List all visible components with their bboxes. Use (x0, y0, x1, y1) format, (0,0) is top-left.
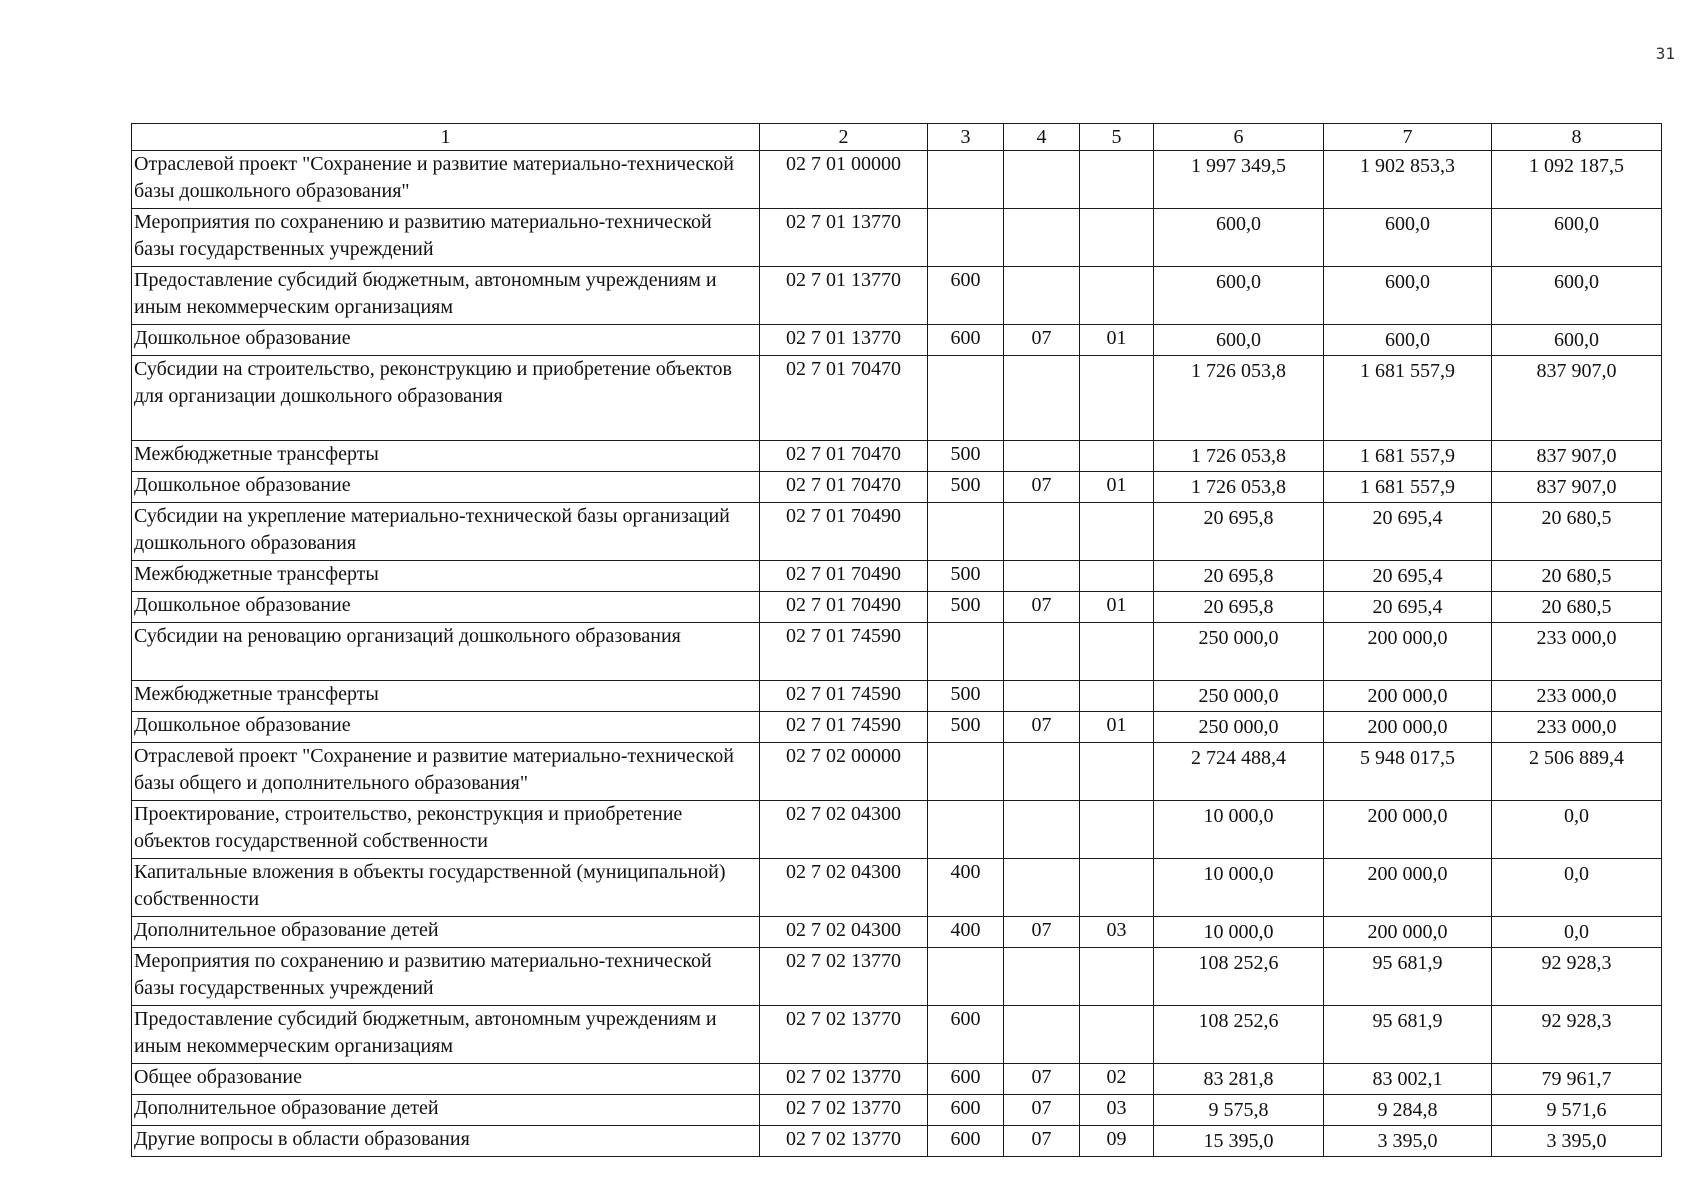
row-value8-cell: 79 961,7 (1492, 1064, 1662, 1095)
row-col3-cell: 600 (928, 1095, 1004, 1126)
row-code-cell: 02 7 02 13770 (760, 1064, 928, 1095)
row-code-cell: 02 7 01 13770 (760, 267, 928, 325)
table-row (132, 209, 1662, 267)
row-col5-cell (1080, 356, 1154, 441)
row-col5-cell (1080, 1006, 1154, 1064)
row-value6-cell: 15 395,0 (1154, 1126, 1324, 1157)
row-code-cell: 02 7 01 70470 (760, 356, 928, 441)
row-value7-cell: 3 395,0 (1324, 1126, 1492, 1157)
table-row (132, 1095, 1662, 1126)
row-value7-cell: 20 695,4 (1324, 503, 1492, 561)
row-col4-cell (1004, 948, 1080, 1006)
table-row (132, 801, 1662, 859)
table-row (132, 592, 1662, 623)
row-value8-cell: 0,0 (1492, 917, 1662, 948)
row-name-cell: Субсидии на укрепление материально-технической базы организаций дошкольного образования (132, 503, 760, 561)
row-col5-cell: 03 (1080, 917, 1154, 948)
row-col4-cell (1004, 151, 1080, 209)
table-row (132, 917, 1662, 948)
row-value6-cell: 1 726 053,8 (1154, 472, 1324, 503)
row-value6-cell: 20 695,8 (1154, 503, 1324, 561)
row-value8-cell: 20 680,5 (1492, 561, 1662, 592)
row-name-cell: Межбюджетные трансферты (132, 561, 760, 592)
row-value6-cell: 20 695,8 (1154, 592, 1324, 623)
table-row (132, 151, 1662, 209)
row-value6-cell: 600,0 (1154, 267, 1324, 325)
row-name-cell: Дошкольное образование (132, 472, 760, 503)
row-col3-cell: 600 (928, 325, 1004, 356)
row-value7-cell: 5 948 017,5 (1324, 743, 1492, 801)
row-value7-cell: 600,0 (1324, 209, 1492, 267)
row-col3-cell: 500 (928, 472, 1004, 503)
table-row (132, 325, 1662, 356)
row-value7-cell: 1 681 557,9 (1324, 472, 1492, 503)
row-value8-cell: 0,0 (1492, 859, 1662, 917)
row-code-cell: 02 7 01 70470 (760, 472, 928, 503)
row-value6-cell: 2 724 488,4 (1154, 743, 1324, 801)
row-value7-cell: 1 902 853,3 (1324, 151, 1492, 209)
row-value6-cell: 250 000,0 (1154, 712, 1324, 743)
row-col5-cell (1080, 743, 1154, 801)
row-col4-cell (1004, 356, 1080, 441)
row-col5-cell (1080, 801, 1154, 859)
row-col4-cell: 07 (1004, 917, 1080, 948)
row-col4-cell: 07 (1004, 1095, 1080, 1126)
row-col4-cell (1004, 681, 1080, 712)
row-value8-cell: 837 907,0 (1492, 472, 1662, 503)
row-col3-cell: 600 (928, 1006, 1004, 1064)
row-col5-cell: 03 (1080, 1095, 1154, 1126)
row-col5-cell (1080, 441, 1154, 472)
table-row (132, 1064, 1662, 1095)
row-value7-cell: 20 695,4 (1324, 592, 1492, 623)
row-value8-cell: 9 571,6 (1492, 1095, 1662, 1126)
row-col5-cell (1080, 561, 1154, 592)
table-row (132, 503, 1662, 561)
column-header: 7 (1324, 124, 1492, 151)
row-value8-cell: 837 907,0 (1492, 441, 1662, 472)
table-row (132, 1006, 1662, 1064)
row-value6-cell: 600,0 (1154, 325, 1324, 356)
row-col5-cell (1080, 267, 1154, 325)
row-value6-cell: 1 726 053,8 (1154, 441, 1324, 472)
row-col3-cell: 500 (928, 561, 1004, 592)
row-value7-cell: 1 681 557,9 (1324, 356, 1492, 441)
row-value7-cell: 20 695,4 (1324, 561, 1492, 592)
row-value7-cell: 200 000,0 (1324, 859, 1492, 917)
row-name-cell: Проектирование, строительство, реконструкция и приобретение объектов государственной собственности (132, 801, 760, 859)
row-code-cell: 02 7 02 13770 (760, 1006, 928, 1064)
row-col4-cell (1004, 267, 1080, 325)
row-name-cell: Отраслевой проект "Сохранение и развитие материально-технической базы общего и дополнительного образования" (132, 743, 760, 801)
row-value8-cell: 600,0 (1492, 325, 1662, 356)
row-col4-cell: 07 (1004, 712, 1080, 743)
row-code-cell: 02 7 01 13770 (760, 209, 928, 267)
row-code-cell: 02 7 01 74590 (760, 623, 928, 681)
row-col5-cell: 02 (1080, 1064, 1154, 1095)
row-col4-cell (1004, 743, 1080, 801)
row-code-cell: 02 7 02 13770 (760, 948, 928, 1006)
row-code-cell: 02 7 01 70490 (760, 561, 928, 592)
row-name-cell: Межбюджетные трансферты (132, 441, 760, 472)
row-value8-cell: 600,0 (1492, 267, 1662, 325)
column-header: 6 (1154, 124, 1324, 151)
row-value6-cell: 9 575,8 (1154, 1095, 1324, 1126)
row-col5-cell (1080, 209, 1154, 267)
row-col3-cell: 400 (928, 917, 1004, 948)
row-col3-cell: 500 (928, 712, 1004, 743)
row-value7-cell: 600,0 (1324, 267, 1492, 325)
row-col3-cell (928, 743, 1004, 801)
row-value8-cell: 92 928,3 (1492, 948, 1662, 1006)
row-name-cell: Предоставление субсидий бюджетным, автономным учреждениям и иным некоммерческим организациям (132, 267, 760, 325)
row-value6-cell: 600,0 (1154, 209, 1324, 267)
row-col5-cell: 01 (1080, 712, 1154, 743)
table-row (132, 441, 1662, 472)
row-col5-cell: 01 (1080, 325, 1154, 356)
row-col3-cell: 500 (928, 681, 1004, 712)
row-value8-cell: 1 092 187,5 (1492, 151, 1662, 209)
row-name-cell: Дополнительное образование детей (132, 1095, 760, 1126)
row-value7-cell: 83 002,1 (1324, 1064, 1492, 1095)
table-body (132, 124, 1662, 1157)
row-code-cell: 02 7 02 04300 (760, 859, 928, 917)
table-header-row (132, 124, 1662, 151)
row-value7-cell: 95 681,9 (1324, 948, 1492, 1006)
row-value6-cell: 10 000,0 (1154, 859, 1324, 917)
table-row (132, 472, 1662, 503)
table-row (132, 356, 1662, 441)
row-name-cell: Межбюджетные трансферты (132, 681, 760, 712)
row-col5-cell (1080, 623, 1154, 681)
row-value8-cell: 92 928,3 (1492, 1006, 1662, 1064)
row-value8-cell: 837 907,0 (1492, 356, 1662, 441)
row-col3-cell: 600 (928, 1126, 1004, 1157)
row-code-cell: 02 7 01 74590 (760, 681, 928, 712)
table-row (132, 712, 1662, 743)
row-value7-cell: 1 681 557,9 (1324, 441, 1492, 472)
row-col4-cell: 07 (1004, 592, 1080, 623)
table-row (132, 859, 1662, 917)
row-col4-cell (1004, 209, 1080, 267)
row-value8-cell: 20 680,5 (1492, 592, 1662, 623)
row-code-cell: 02 7 01 70470 (760, 441, 928, 472)
row-col4-cell (1004, 859, 1080, 917)
row-col3-cell: 400 (928, 859, 1004, 917)
row-value8-cell: 233 000,0 (1492, 712, 1662, 743)
row-name-cell: Субсидии на строительство, реконструкцию и приобретение объектов для организации дошкольного образования (132, 356, 760, 441)
column-header: 5 (1080, 124, 1154, 151)
row-col4-cell (1004, 561, 1080, 592)
row-value8-cell: 3 395,0 (1492, 1126, 1662, 1157)
table-row (132, 743, 1662, 801)
row-name-cell: Субсидии на реновацию организаций дошкольного образования (132, 623, 760, 681)
row-col4-cell (1004, 503, 1080, 561)
row-col5-cell: 09 (1080, 1126, 1154, 1157)
row-name-cell: Другие вопросы в области образования (132, 1126, 760, 1157)
row-code-cell: 02 7 01 70490 (760, 592, 928, 623)
row-name-cell: Мероприятия по сохранению и развитию материально-технической базы государственных учреждений (132, 948, 760, 1006)
row-col3-cell (928, 948, 1004, 1006)
row-col5-cell (1080, 151, 1154, 209)
row-col3-cell (928, 503, 1004, 561)
column-header: 4 (1004, 124, 1080, 151)
row-col3-cell: 500 (928, 441, 1004, 472)
row-value7-cell: 600,0 (1324, 325, 1492, 356)
row-name-cell: Дополнительное образование детей (132, 917, 760, 948)
row-value7-cell: 200 000,0 (1324, 801, 1492, 859)
row-name-cell: Предоставление субсидий бюджетным, автономным учреждениям и иным некоммерческим организациям (132, 1006, 760, 1064)
row-code-cell: 02 7 02 04300 (760, 801, 928, 859)
row-col5-cell: 01 (1080, 472, 1154, 503)
row-value7-cell: 9 284,8 (1324, 1095, 1492, 1126)
table-row (132, 1126, 1662, 1157)
row-code-cell: 02 7 01 70490 (760, 503, 928, 561)
table-row (132, 267, 1662, 325)
row-code-cell: 02 7 02 04300 (760, 917, 928, 948)
row-col4-cell: 07 (1004, 1064, 1080, 1095)
page-number: 31 (1655, 44, 1675, 63)
row-value6-cell: 108 252,6 (1154, 1006, 1324, 1064)
row-value7-cell: 95 681,9 (1324, 1006, 1492, 1064)
row-col3-cell (928, 801, 1004, 859)
row-col3-cell: 600 (928, 1064, 1004, 1095)
row-col3-cell: 500 (928, 592, 1004, 623)
row-code-cell: 02 7 01 00000 (760, 151, 928, 209)
row-value7-cell: 200 000,0 (1324, 681, 1492, 712)
row-col5-cell (1080, 503, 1154, 561)
row-value6-cell: 250 000,0 (1154, 623, 1324, 681)
row-col4-cell (1004, 623, 1080, 681)
budget-table (131, 123, 1662, 1157)
column-header: 1 (132, 124, 760, 151)
row-value8-cell: 20 680,5 (1492, 503, 1662, 561)
row-value7-cell: 200 000,0 (1324, 917, 1492, 948)
row-name-cell: Отраслевой проект "Сохранение и развитие материально-технической базы дошкольного образования" (132, 151, 760, 209)
row-col4-cell (1004, 801, 1080, 859)
row-col5-cell (1080, 859, 1154, 917)
row-name-cell: Мероприятия по сохранению и развитию материально-технической базы государственных учреждений (132, 209, 760, 267)
table-row (132, 623, 1662, 681)
row-col3-cell (928, 623, 1004, 681)
row-value8-cell: 2 506 889,4 (1492, 743, 1662, 801)
row-value8-cell: 600,0 (1492, 209, 1662, 267)
row-code-cell: 02 7 02 00000 (760, 743, 928, 801)
row-value6-cell: 108 252,6 (1154, 948, 1324, 1006)
row-col4-cell: 07 (1004, 325, 1080, 356)
row-name-cell: Дошкольное образование (132, 592, 760, 623)
row-col5-cell (1080, 948, 1154, 1006)
row-value6-cell: 10 000,0 (1154, 801, 1324, 859)
row-value8-cell: 233 000,0 (1492, 623, 1662, 681)
row-col3-cell (928, 151, 1004, 209)
row-name-cell: Дошкольное образование (132, 325, 760, 356)
column-header: 3 (928, 124, 1004, 151)
row-name-cell: Общее образование (132, 1064, 760, 1095)
table-row (132, 561, 1662, 592)
table-row (132, 681, 1662, 712)
row-col3-cell (928, 209, 1004, 267)
row-name-cell: Дошкольное образование (132, 712, 760, 743)
row-name-cell: Капитальные вложения в объекты государственной (муниципальной) собственности (132, 859, 760, 917)
row-col5-cell (1080, 681, 1154, 712)
row-col4-cell: 07 (1004, 472, 1080, 503)
row-col3-cell: 600 (928, 267, 1004, 325)
row-value6-cell: 20 695,8 (1154, 561, 1324, 592)
column-header: 2 (760, 124, 928, 151)
row-value6-cell: 1 997 349,5 (1154, 151, 1324, 209)
row-value6-cell: 10 000,0 (1154, 917, 1324, 948)
row-code-cell: 02 7 01 74590 (760, 712, 928, 743)
row-code-cell: 02 7 02 13770 (760, 1126, 928, 1157)
row-value7-cell: 200 000,0 (1324, 623, 1492, 681)
row-value8-cell: 233 000,0 (1492, 681, 1662, 712)
row-value6-cell: 1 726 053,8 (1154, 356, 1324, 441)
row-value6-cell: 250 000,0 (1154, 681, 1324, 712)
row-code-cell: 02 7 02 13770 (760, 1095, 928, 1126)
row-col4-cell (1004, 1006, 1080, 1064)
row-value8-cell: 0,0 (1492, 801, 1662, 859)
column-header: 8 (1492, 124, 1662, 151)
row-col3-cell (928, 356, 1004, 441)
row-value7-cell: 200 000,0 (1324, 712, 1492, 743)
table-row (132, 948, 1662, 1006)
row-col5-cell: 01 (1080, 592, 1154, 623)
row-code-cell: 02 7 01 13770 (760, 325, 928, 356)
row-col4-cell (1004, 441, 1080, 472)
row-value6-cell: 83 281,8 (1154, 1064, 1324, 1095)
row-col4-cell: 07 (1004, 1126, 1080, 1157)
